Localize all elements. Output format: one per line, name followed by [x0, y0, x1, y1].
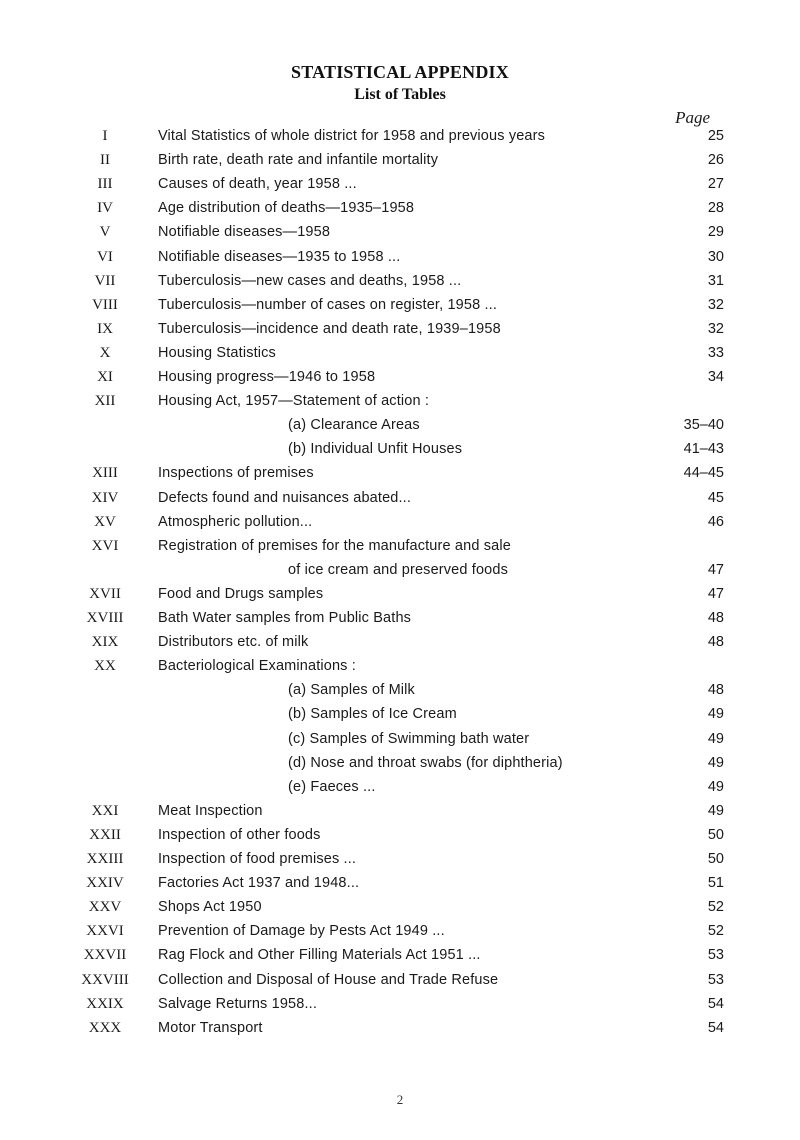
toc-row	[0, 365, 800, 389]
toc-row	[0, 727, 800, 751]
toc-entry-title: Bacteriological Examinations :	[158, 658, 356, 675]
table-number: XXIII	[86, 851, 124, 867]
page-number: 49	[707, 754, 724, 771]
table-number: VII	[94, 272, 116, 289]
page-number: 25	[707, 128, 724, 144]
toc-row	[0, 606, 800, 630]
table-number: XXII	[89, 826, 121, 843]
table-number: VIII	[92, 296, 118, 313]
page-number: 49	[707, 778, 724, 795]
page-number: 47	[707, 585, 724, 602]
table-number: XIII	[92, 465, 118, 482]
toc-row	[0, 510, 800, 534]
page-number: 49	[707, 802, 724, 819]
table-number: III	[97, 176, 113, 193]
page-number: 48	[707, 610, 724, 626]
toc-entry-title: Meat Inspection	[158, 802, 263, 819]
toc-entry-title: Motor Transport	[158, 1019, 263, 1036]
toc-row	[0, 823, 800, 847]
toc-entry-title: Inspection of food premises ...	[158, 851, 357, 867]
toc-row	[0, 968, 800, 992]
toc-entry-title: Rag Flock and Other Filling Materials Act 1951 ...	[158, 947, 481, 964]
toc-entry-title: Housing Act, 1957—Statement of action :	[158, 393, 430, 410]
toc-row	[0, 751, 800, 775]
toc-row	[0, 847, 800, 871]
page-number: 30	[707, 248, 724, 265]
page-number: 48	[707, 682, 724, 699]
page-number: 32	[707, 296, 724, 313]
toc-row	[0, 389, 800, 413]
table-number: XXI	[91, 802, 119, 819]
toc-entry-title: Housing progress—1946 to 1958	[158, 369, 376, 385]
page-number: 52	[707, 899, 724, 916]
page-number: 54	[707, 1019, 724, 1036]
page-number: 49	[707, 730, 724, 747]
page-number: 45	[707, 489, 724, 506]
toc-entry-title: Factories Act 1937 and 1948...	[158, 875, 360, 892]
page-number: 54	[707, 995, 724, 1012]
toc-entry-title: Food and Drugs samples	[158, 585, 324, 602]
toc-entry-title: Atmospheric pollution...	[158, 513, 313, 530]
page-number: 33	[707, 344, 724, 361]
page-number: 29	[707, 224, 724, 241]
toc-row	[0, 148, 800, 172]
toc-entry-title: Housing Statistics	[158, 344, 276, 361]
toc-row	[0, 702, 800, 726]
toc-entry-title: Tuberculosis—number of cases on register, 1958 ...	[158, 296, 498, 313]
page-number: 44–45	[683, 465, 724, 482]
toc-subentry-title: (c) Samples of Swimming bath water	[288, 730, 530, 747]
toc-row	[0, 943, 800, 967]
table-number: XXVII	[83, 947, 127, 964]
toc-entry-title: Defects found and nuisances abated...	[158, 489, 412, 506]
page-number: 53	[707, 947, 724, 964]
toc-entry-title: Shops Act 1950	[158, 899, 262, 916]
table-number: IX	[97, 320, 113, 337]
toc-entry-title: Collection and Disposal of House and Trade Refuse	[158, 971, 499, 988]
toc-entry-title: Notifiable diseases—1935 to 1958 ...	[158, 248, 401, 265]
table-number: XIV	[91, 489, 119, 506]
toc-entry-title: Bath Water samples from Public Baths	[158, 610, 412, 626]
toc-row	[0, 196, 800, 220]
page-number: 35–40	[683, 417, 724, 434]
page-number: 28	[707, 200, 724, 217]
toc-row	[0, 245, 800, 269]
toc-entry-title: Causes of death, year 1958 ...	[158, 176, 357, 193]
toc-entry-title: of ice cream and preserved foods	[288, 561, 508, 578]
table-number: XXV	[88, 899, 122, 916]
table-number: XXVI	[86, 923, 124, 940]
table-number: XVII	[89, 585, 121, 602]
footer-page-number: 2	[396, 1092, 404, 1107]
toc-entry-title: Vital Statistics of whole district for 1958 and previous years	[158, 128, 546, 144]
toc-row	[0, 654, 800, 678]
toc-entry-title: Inspections of premises	[158, 465, 314, 482]
table-number: II	[100, 152, 110, 169]
toc-row	[0, 919, 800, 943]
toc-row	[0, 630, 800, 654]
toc-entry-title: Tuberculosis—incidence and death rate, 1939–1958	[158, 320, 501, 337]
toc-row	[0, 269, 800, 293]
toc-row	[0, 558, 800, 582]
toc-row	[0, 895, 800, 919]
table-number: V	[99, 224, 111, 241]
toc-row	[0, 437, 800, 461]
table-number: XXIX	[86, 995, 124, 1012]
toc-row	[0, 1016, 800, 1040]
table-number: VI	[97, 248, 113, 265]
toc-row	[0, 220, 800, 244]
toc-subentry-title: (d) Nose and throat swabs (for diphtheria)	[288, 754, 563, 771]
toc-row	[0, 486, 800, 510]
table-number: XII	[94, 393, 116, 410]
table-number: I	[102, 128, 108, 144]
page-number: 48	[707, 634, 724, 651]
toc-subentry-title: (a) Clearance Areas	[288, 417, 420, 434]
toc-entry-title: Age distribution of deaths—1935–1958	[158, 200, 415, 217]
toc-entry-title: Birth rate, death rate and infantile mortality	[158, 152, 439, 169]
toc-subentry-title: (b) Individual Unfit Houses	[288, 441, 463, 458]
page-number: 26	[707, 152, 724, 169]
table-number: XV	[94, 513, 116, 530]
page-number: 46	[707, 513, 724, 530]
toc-subentry-title: (a) Samples of Milk	[288, 682, 415, 699]
page-number: 47	[707, 561, 724, 578]
page-number: 27	[707, 176, 724, 193]
toc-row	[0, 992, 800, 1016]
toc-entry-title: Notifiable diseases—1958	[158, 224, 331, 241]
page-number: 31	[707, 272, 724, 289]
toc-row	[0, 413, 800, 437]
table-number: XXVIII	[81, 971, 129, 988]
toc-entry-title: Prevention of Damage by Pests Act 1949 ...	[158, 923, 445, 940]
toc-row	[0, 775, 800, 799]
table-number: XVI	[91, 537, 119, 554]
toc-row	[0, 124, 800, 148]
page-number: 49	[707, 706, 724, 723]
appendix-title: STATISTICAL APPENDIX	[291, 62, 509, 82]
toc-entry-title: Distributors etc. of milk	[158, 634, 309, 651]
table-number: XXIV	[86, 875, 124, 892]
page-number: 34	[707, 369, 724, 385]
toc-row	[0, 293, 800, 317]
page-number: 52	[707, 923, 724, 940]
page-number: 53	[707, 971, 724, 988]
toc-row	[0, 582, 800, 606]
page-number: 50	[707, 826, 724, 843]
table-number: IV	[97, 200, 113, 217]
page-number: 41–43	[683, 441, 724, 458]
page-number: 51	[707, 875, 724, 892]
page-column-label: Page	[675, 108, 710, 127]
toc-entry-title: Tuberculosis—new cases and deaths, 1958 ...	[158, 272, 462, 289]
toc-row	[0, 534, 800, 558]
table-number: X	[99, 344, 111, 361]
toc-row	[0, 871, 800, 895]
toc-row	[0, 799, 800, 823]
table-number: XX	[94, 658, 116, 675]
list-subtitle: List of Tables	[354, 86, 446, 103]
toc-entry-title: Salvage Returns 1958...	[158, 995, 318, 1012]
table-number: XVIII	[86, 610, 124, 626]
table-number: XIX	[91, 634, 119, 651]
page-number: 32	[707, 320, 724, 337]
toc-row	[0, 461, 800, 485]
toc-entry-title: Registration of premises for the manufacture and sale	[158, 537, 511, 554]
table-number: XI	[97, 369, 113, 385]
toc-row	[0, 341, 800, 365]
page-number: 50	[707, 851, 724, 867]
toc-entry-title: Inspection of other foods	[158, 826, 321, 843]
table-number: XXX	[88, 1019, 122, 1036]
toc-subentry-title: (e) Faeces ...	[288, 778, 376, 795]
toc-row	[0, 317, 800, 341]
toc-row	[0, 678, 800, 702]
toc-row	[0, 172, 800, 196]
toc-subentry-title: (b) Samples of Ice Cream	[288, 706, 457, 723]
